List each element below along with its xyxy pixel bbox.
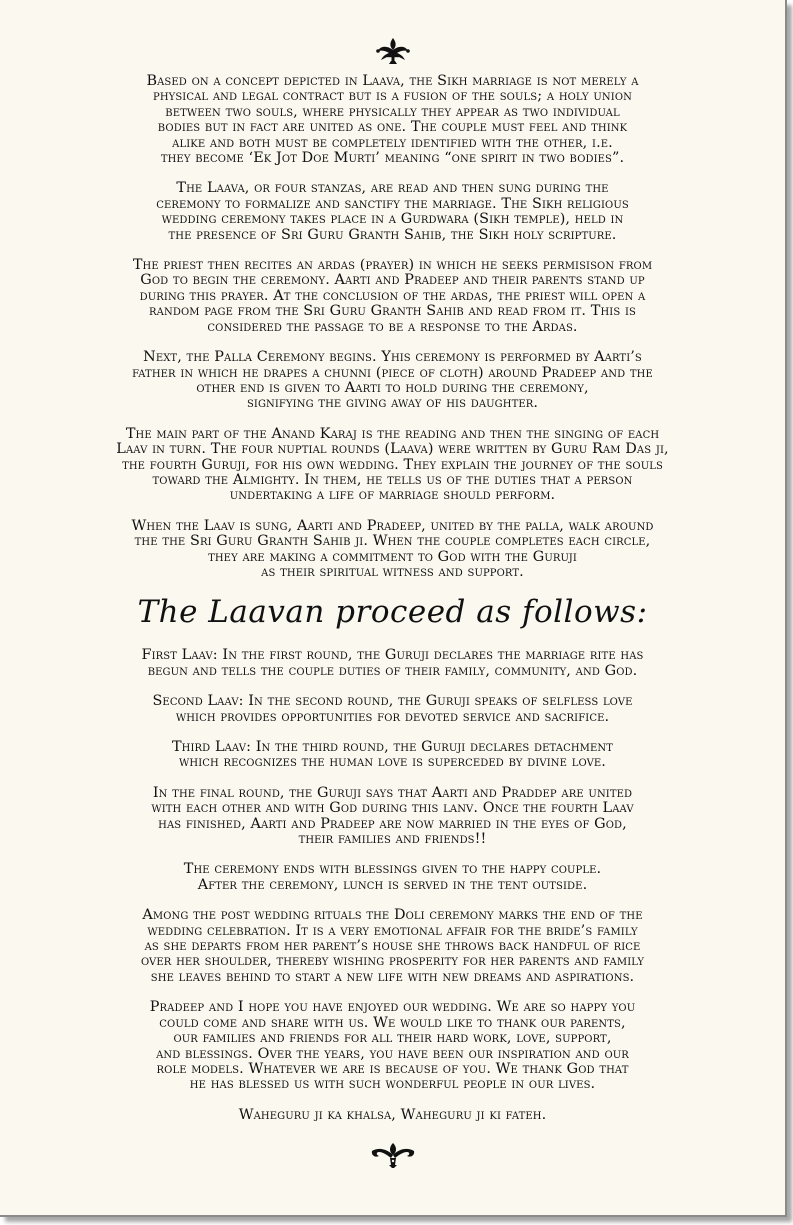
text-line: Laav in turn. The four nuptial rounds (Laava) were written by Guru Ram Das ji, [116, 441, 669, 458]
text-line: Among the post wedding rituals the Doli ceremony marks the end of the [142, 907, 643, 924]
laavan-heading: The Laavan proceed as follows: [137, 594, 648, 631]
text-line: their families and friends!! [298, 831, 487, 848]
intro-paragraph [40, 74, 745, 166]
intro-section [40, 74, 745, 580]
program-content [40, 0, 745, 1169]
text-line: which recognizes the human love is superceded by divine love. [179, 754, 606, 771]
text-line: undertaking a life of marriage should perform. [229, 487, 556, 504]
text-line: random page from the Sri Guru Granth Sahib and read from it. This is [149, 303, 636, 320]
text-line: with each other and with God during this lanv. Once the fourth Laav [151, 800, 634, 817]
laav-paragraph [40, 648, 745, 679]
text-line: which provides opportunities for devoted service and sacrifice. [175, 708, 610, 725]
text-line: When the Laav is sung, Aarti and Pradeep, united by the palla, walk around [131, 517, 654, 534]
laav-paragraph [40, 694, 745, 725]
text-line: between two souls, where physically they appear as two individual [165, 103, 620, 120]
text-line: the presence of Sri Guru Granth Sahib, the Sikh holy scripture. [168, 226, 617, 243]
text-line: In the final round, the Guruji says that Aarti and Praddep are united [152, 784, 633, 801]
intro-paragraph [40, 258, 745, 335]
intro-paragraph [40, 519, 745, 581]
text-line: other end is given to Aarti to hold during the ceremony, [196, 379, 589, 396]
text-line: considered the passage to be a response to the Ardas. [207, 318, 578, 335]
text-line: Pradeep and I hope you have enjoyed our wedding. We are so happy you [149, 999, 636, 1016]
laav-paragraph [40, 908, 745, 985]
text-line: The priest then recites an ardas (prayer) in which he seeks permisison from [132, 257, 653, 274]
text-line: Based on a concept depicted in Laava, the Sikh marriage is not merely a [146, 73, 639, 89]
text-line: our families and friends for all their hard work, love, support, [173, 1030, 612, 1047]
text-line: she leaves behind to start a new life with new dreams and aspirations. [150, 968, 635, 985]
text-line: Third Laav: In the third round, the Guruji declares detachment [171, 739, 614, 755]
intro-paragraph [40, 427, 745, 504]
text-line: God to begin the ceremony. Aarti and Pradeep and their parents stand up [140, 272, 645, 289]
text-line: Second Laav: In the second round, the Guruji speaks of selfless love [152, 693, 633, 710]
text-line: Next, the Palla Ceremony begins. Yhis ceremony is performed by Aarti’s [143, 349, 642, 366]
text-line: they are making a commitment to God with the Guruji [208, 548, 577, 565]
fleur-ornament-icon [373, 36, 413, 66]
text-line: wedding ceremony takes place in a Gurdwara (Sikh temple), held in [161, 211, 624, 228]
text-line: begun and tells the couple duties of their family, community, and God. [147, 662, 638, 679]
text-line: wedding celebration. It is a very emotional affair for the bride’s family [147, 922, 638, 939]
text-line: The ceremony ends with blessings given to the happy couple. [183, 861, 602, 878]
text-line: over her shoulder, thereby wishing prosperity for her parents and family [140, 953, 645, 970]
text-line: the fourth Guruji, for his own wedding. They explain the journey of the souls [122, 456, 663, 473]
text-line: signifying the giving away of his daughter. [246, 395, 539, 412]
text-line: father in which he drapes a chunni (piece of cloth) around Pradeep and the [132, 364, 653, 381]
laav-paragraph [40, 740, 745, 771]
text-line: First Laav: In the first round, the Guruji declares the marriage rite has [141, 647, 644, 664]
intro-paragraph [40, 350, 745, 412]
text-line: After the ceremony, lunch is served in the tent outside. [197, 876, 588, 893]
text-line: Waheguru ji ka khalsa, Waheguru ji ki fateh. [238, 1106, 547, 1123]
text-line: they become ‘Ek Jot Doe Murti’ meaning “one spirit in two bodies”. [160, 150, 625, 167]
text-line: ceremony to formalize and sanctify the marriage. The Sikh religious [156, 195, 629, 212]
laav-paragraph [40, 786, 745, 848]
text-line: as she departs from her parent’s house she throws back handful of rice [144, 938, 641, 955]
flourish-ornament-icon [367, 1139, 419, 1169]
text-line: toward the Almighty. In them, he tells us of the duties that a person [152, 471, 633, 488]
laav-section [40, 648, 745, 1123]
text-line: physical and legal contract but is a fusion of the souls; a holy union [152, 88, 632, 105]
laav-paragraph [40, 1108, 745, 1123]
text-line: alike and both must be completely identified with the other, i.e. [172, 134, 613, 151]
text-line: The main part of the Anand Karaj is the reading and then the singing of each [125, 425, 660, 442]
text-line: and blessings. Over the years, you have been our inspiration and our [156, 1045, 629, 1062]
text-line: could come and share with us. We would like to thank our parents, [159, 1014, 626, 1031]
text-line: he has blessed us with such wonderful people in our lives. [189, 1076, 596, 1093]
laav-paragraph [40, 1000, 745, 1092]
text-line: as their spiritual witness and support. [261, 563, 524, 580]
text-line: bodies but in fact are united as one. The couple must feel and think [157, 119, 628, 136]
text-line: the the Sri Guru Granth Sahib ji. When the couple completes each circle, [134, 533, 651, 550]
text-line: role models. Whatever we are is because of you. We thank God that [156, 1060, 629, 1077]
intro-paragraph [40, 181, 745, 243]
text-line: The Laava, or four stanzas, are read and then sung during the [176, 180, 609, 197]
text-line: during this prayer. At the conclusion of the ardas, the priest will open a [139, 287, 646, 304]
text-line: has finished, Aarti and Pradeep are now married in the eyes of God, [158, 815, 627, 832]
laav-paragraph [40, 862, 745, 893]
